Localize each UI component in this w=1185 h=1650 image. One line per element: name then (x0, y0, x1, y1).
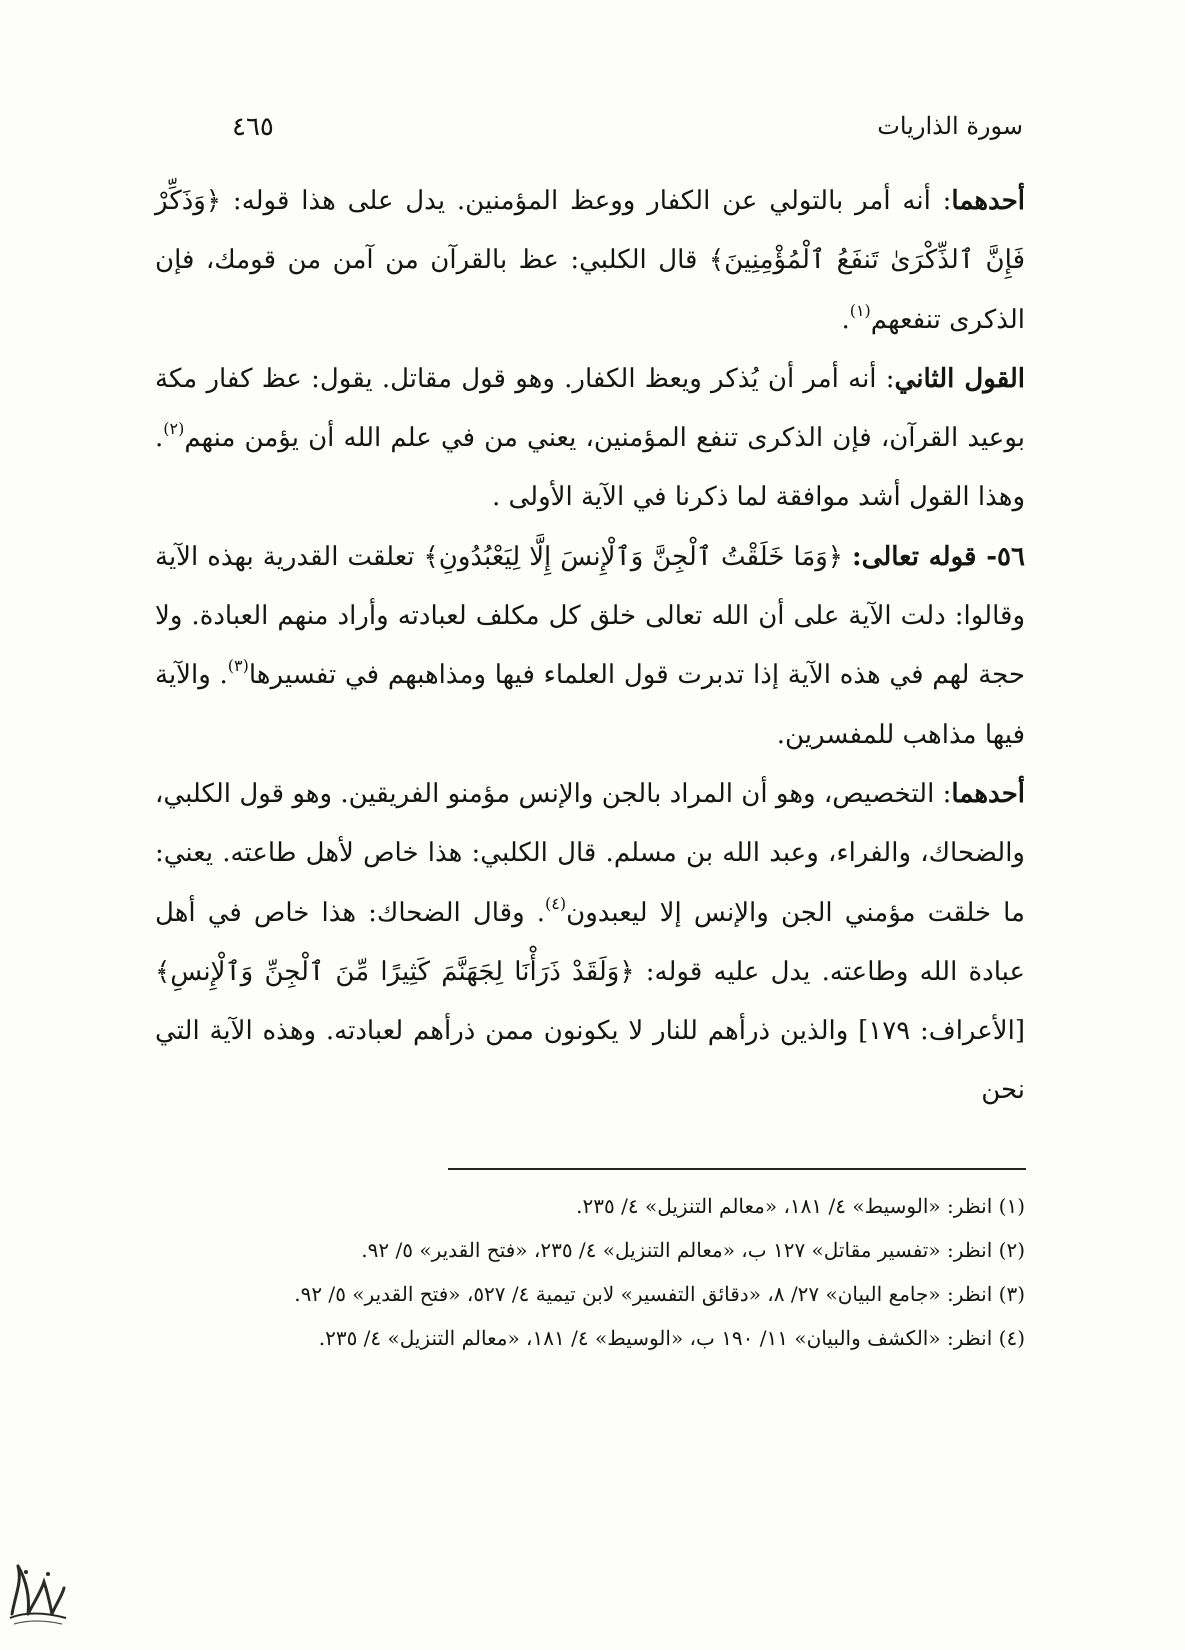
paragraph-text: : التخصيص، وهو أن المراد بالجن والإنس مؤمنو الفريقين. وهو قول الكلبي، والضحاك، والفراء، وعبد الله بن مسلم. قال الكلبي: هذا خاص لأهل طاعته. يعني: ما خلقت مؤمني الجن والإنس إلا ليعبدون (155, 778, 1025, 928)
paragraph-text: ﴿وَمَا خَلَقْتُ ٱلْجِنَّ وَٱلْإِنسَ إِلَّا لِيَعْبُدُونِ﴾ تعلقت القدرية بهذه الآية وقالوا: دلت الآية على أن الله تعالى خلق كل مكلف لعبادته وأراد منهم العبادة. ولا حجة لهم في هذه الآية إذا تدبرت قول العلماء فيها ومذاهبهم في تفسيرها (155, 541, 1025, 691)
paragraph-text-after: . وهذا القول أشد موافقة لما ذكرنا في الآية الأولى . (155, 423, 1025, 513)
footnote-ref: (٤) (545, 893, 567, 913)
paragraph (155, 765, 1025, 1121)
footnote: (٣) انظر: «جامع البيان» ٢٧/ ٨، «دقائق التفسير» لابن تيمية ٤/ ٥٢٧، «فتح القدير» ٥/ ٩٢. (294, 1282, 1025, 1306)
footnote: (٢) انظر: «تفسير مقاتل» ١٢٧ ب، «معالم التنزيل» ٤/ ٢٣٥، «فتح القدير» ٥/ ٩٢. (361, 1238, 1025, 1262)
paragraph-lead: القول الثاني (894, 363, 1025, 394)
paragraph-lead: أحدهما (951, 186, 1025, 216)
surah-title: سورة الذاريات (877, 112, 1023, 140)
paragraph-text: : أنه أمر بالتولي عن الكفار ووعظ المؤمنين. يدل على هذا قوله: ﴿وَذَكِّرْ فَإِنَّ ٱلذِّكْرَىٰ تَنفَعُ ٱلْمُؤْمِنِينَ﴾ قال الكلبي: عظ بالقرآن من آمن من قومك، فإن الذكرى تنفعهم (155, 186, 1025, 335)
paragraph-lead: أحدهما (951, 778, 1025, 809)
footnote-ref: (٢) (163, 419, 185, 439)
footnotes (155, 1184, 1025, 1360)
paragraph (155, 528, 1025, 765)
footnote: (٤) انظر: «الكشف والبيان» ١١/ ١٩٠ ب، «الوسيط» ٤/ ١٨١، «معالم التنزيل» ٤/ ٢٣٥. (318, 1326, 1025, 1350)
paragraph-lead: ٥٦- قوله تعالى: (852, 541, 1025, 572)
paragraph-text-after: . والآية فيها مذاهب للمفسرين. (155, 660, 1025, 750)
paragraph-text-after: . (841, 304, 850, 335)
footnote-ref: (٣) (227, 656, 249, 676)
page-number: ٤٦٥ (232, 112, 274, 142)
paragraph-text: : أنه أمر أن يُذكر ويعظ الكفار. وهو قول مقاتل. يقول: عظ كفار مكة بوعيد القرآن، فإن الذكرى تنفع المؤمنين، يعني من في علم الله أن يؤمن منهم (155, 363, 1025, 454)
paragraph (155, 172, 1025, 350)
main-text (155, 172, 1025, 1121)
paragraph (155, 350, 1025, 528)
paragraph-text-after: . وقال الضحاك: هذا خاص في أهل عبادة الله وطاعته. يدل عليه قوله: ﴿وَلَقَدْ ذَرَأْنَا لِجَهَنَّمَ كَثِيرًا مِّنَ ٱلْجِنِّ وَٱلْإِنسِ﴾ [الأعراف: ١٧٩] والذين ذرأهم للنار لا يكونون ممن ذرأهم لعبادته. وهذه الآية التي نحن (155, 897, 1025, 1106)
footnote-divider (448, 1168, 1026, 1170)
library-stamp-logo (4, 1552, 70, 1632)
footnote-ref: (١) (849, 300, 871, 320)
footnote: (١) انظر: «الوسيط» ٤/ ١٨١، «معالم التنزيل» ٤/ ٢٣٥. (576, 1194, 1025, 1218)
page-header (0, 112, 1185, 156)
